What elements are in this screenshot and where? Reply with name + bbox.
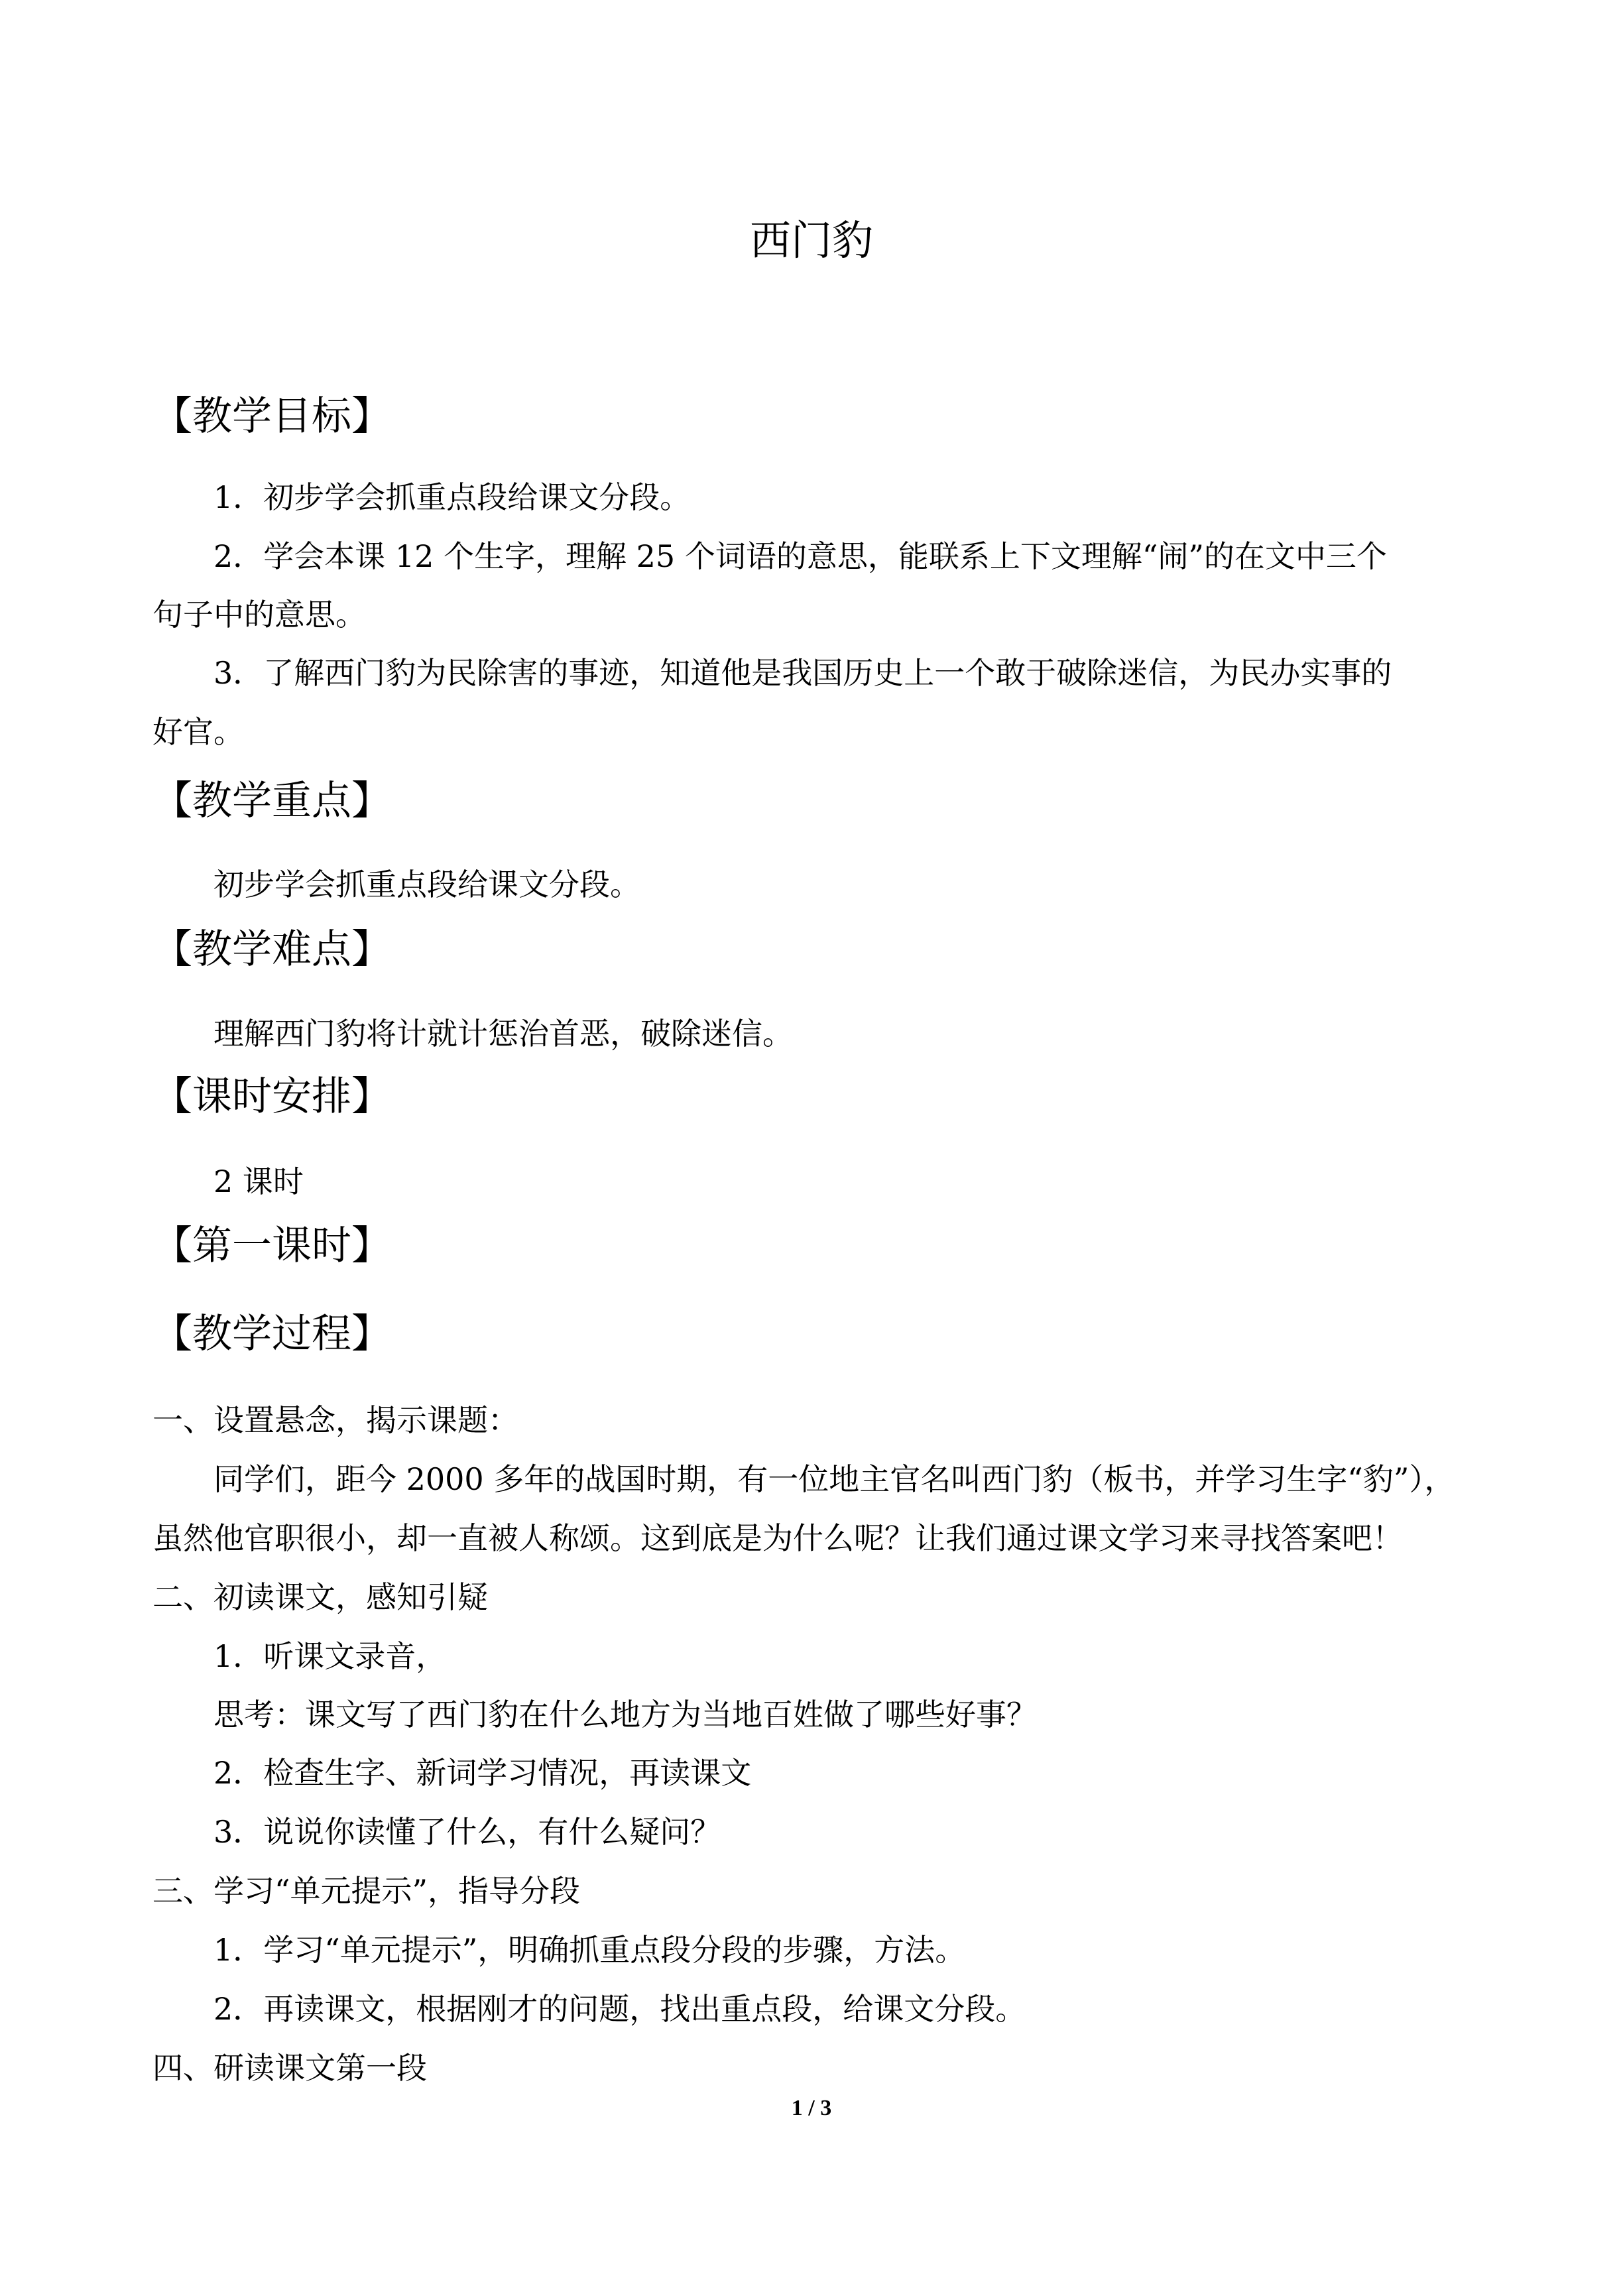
objective-item-1: 1．初步学会抓重点段给课文分段。 xyxy=(213,479,691,515)
key-point-text: 初步学会抓重点段给课文分段。 xyxy=(213,867,640,902)
process-line-10: 1．学习“单元提示”，明确抓重点段分段的步骤，方法。 xyxy=(213,1932,966,1968)
objective-item-3: 3．了解西门豹为民除害的事迹，知道他是我国历史上一个敢于破除迷信，为民办实事的 xyxy=(213,655,1392,691)
heading-process: 【教学过程】 xyxy=(152,1311,391,1357)
process-line-12: 四、研读课文第一段 xyxy=(152,2050,427,2086)
heading-difficulty: 【教学难点】 xyxy=(152,926,391,973)
difficulty-text: 理解西门豹将计就计惩治首恶，破除迷信。 xyxy=(213,1016,793,1052)
heading-schedule: 【课时安排】 xyxy=(152,1073,391,1120)
page-indicator: 1 / 3 xyxy=(791,2096,832,2120)
process-line-7: 2．检查生字、新词学习情况，再读课文 xyxy=(213,1755,752,1791)
process-line-11: 2．再读课文，根据刚才的问题，找出重点段，给课文分段。 xyxy=(213,1991,1026,2027)
heading-first-period: 【第一课时】 xyxy=(152,1223,391,1269)
schedule-text: 2 课时 xyxy=(213,1164,304,1199)
process-line-2: 同学们，距今 2000 多年的战国时期，有一位地主官名叫西门豹（板书，并学习生字“豹”）， xyxy=(213,1461,1455,1497)
objective-item-2-continued: 句子中的意思。 xyxy=(152,597,366,633)
objective-item-3-continued: 好官。 xyxy=(152,714,244,750)
heading-key-point: 【教学重点】 xyxy=(152,778,391,824)
objective-item-2: 2．学会本课 12 个生字，理解 25 个词语的意思，能联系上下文理解“闹”的在文中三个 xyxy=(213,538,1387,574)
process-line-6: 思考：课文写了西门豹在什么地方为当地百姓做了哪些好事？ xyxy=(213,1697,1037,1732)
process-line-4: 二、初读课文，感知引疑 xyxy=(152,1579,488,1615)
document-title: 西门豹 xyxy=(749,216,873,265)
process-line-8: 3．说说你读懂了什么，有什么疑问？ xyxy=(213,1814,721,1850)
heading-objectives: 【教学目标】 xyxy=(152,393,391,440)
process-line-5: 1．听课文录音， xyxy=(213,1638,447,1674)
process-line-9: 三、学习“单元提示”，指导分段 xyxy=(152,1873,581,1909)
process-line-1: 一、设置悬念，揭示课题： xyxy=(152,1402,518,1438)
process-line-3: 虽然他官职很小，却一直被人称颂。这到底是为什么呢？让我们通过课文学习来寻找答案吧！ xyxy=(152,1520,1403,1556)
